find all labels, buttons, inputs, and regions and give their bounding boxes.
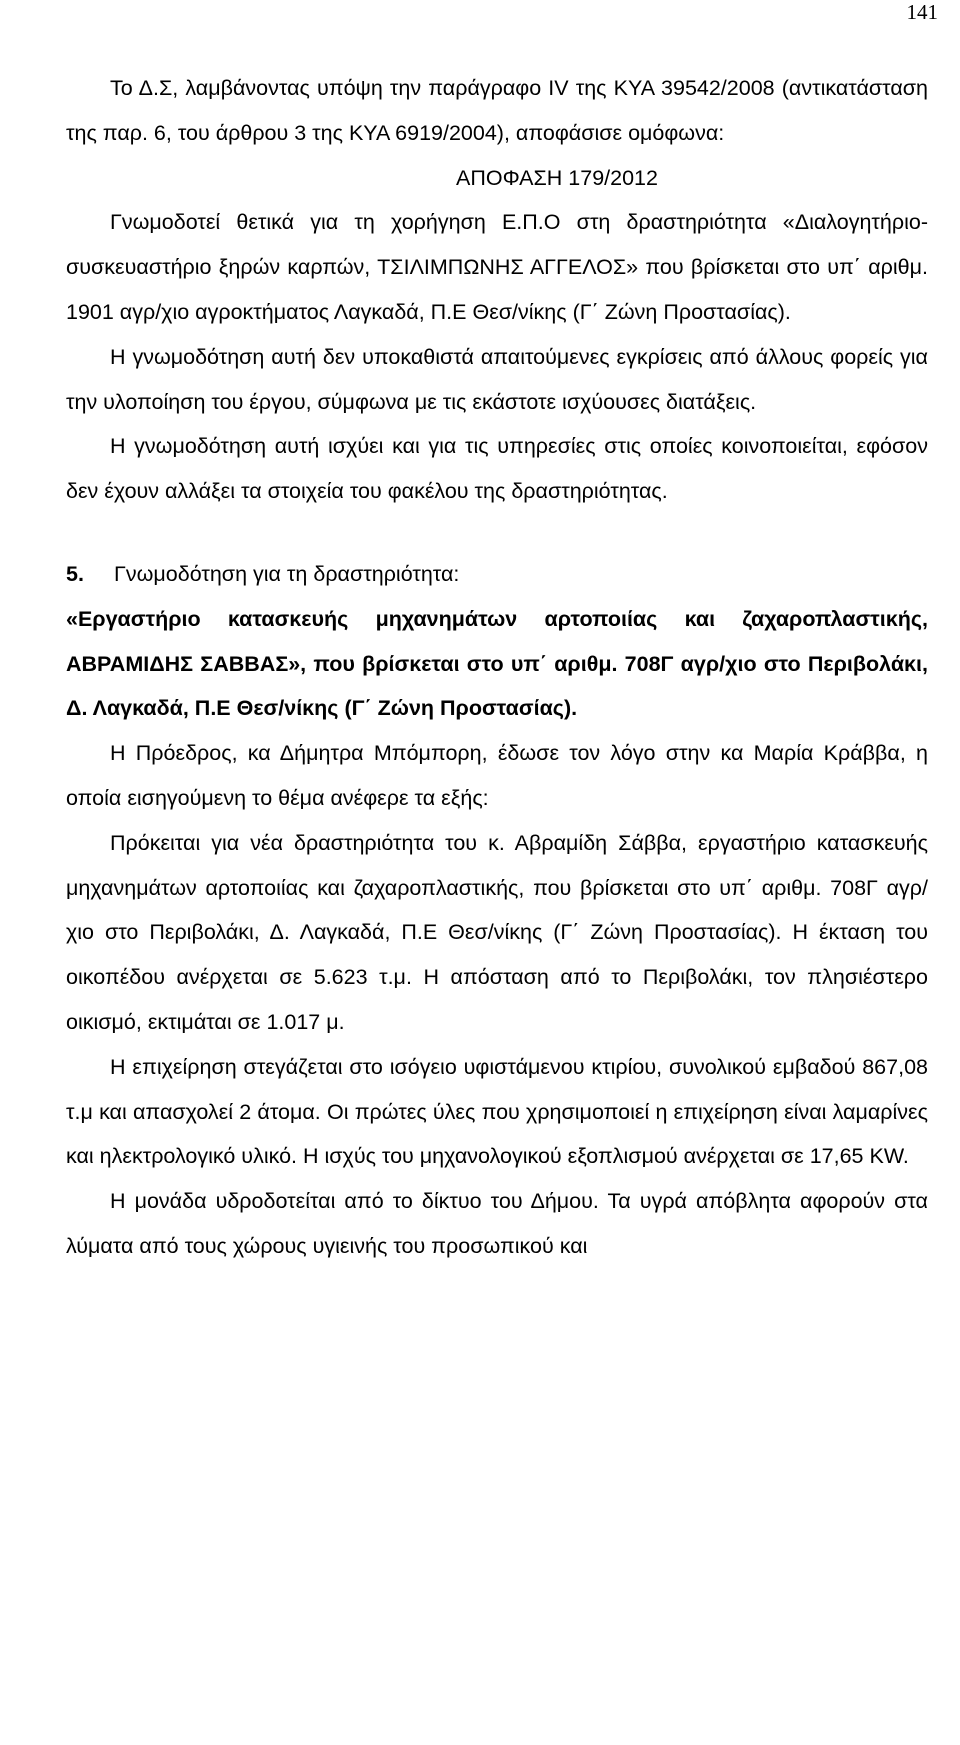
paragraph-water: Η μονάδα υδροδοτείται από το δίκτυο του Δήμου. Τα υγρά απόβλητα αφορούν στα λύματα από τους χώρους υγιεινής του προσωπικού και [66, 1189, 928, 1258]
section-subject: «Εργαστήριο κατασκευής μηχανημάτων αρτοποιίας και ζαχαροπλαστικής, ΑΒΡΑΜΙΔΗΣ ΣΑΒΒΑΣ», που βρίσκεται στο υπ΄ αριθμ. 708Γ αγρ/χιο στο Περιβολάκι, Δ. Λαγκαδά, Π.Ε Θεσ/νίκης (Γ΄ Ζώνη Προστασίας). [66, 606, 928, 721]
section-number: 5. [66, 561, 84, 586]
page-number: 141 [906, 0, 938, 24]
section-heading [66, 552, 928, 597]
paragraph-approvals: Η γνωμοδότηση αυτή δεν υποκαθιστά απαιτούμενες εγκρίσεις από άλλους φορείς για την υλοποίηση του έργου, σύμφωνα με τις εκάστοτε ισχύουσες διατάξεις. [66, 344, 928, 414]
paragraph-validity: Η γνωμοδότηση αυτή ισχύει και για τις υπηρεσίες στις οποίες κοινοποιείται, εφόσον δεν έχουν αλλάξει τα στοιχεία του φακέλου της δραστηριότητας. [66, 434, 928, 504]
paragraph-chair: Η Πρόεδρος, κα Δήμητρα Μπόμπορη, έδωσε τον λόγο στην κα Μαρία Κράββα, η οποία εισηγούμενη το θέμα ανέφερε τα εξής: [66, 741, 928, 810]
document-body [66, 66, 928, 1269]
decision-text: Γνωμοδοτεί θετικά για τη χορήγηση Ε.Π.Ο στη δραστηριότητα «Διαλογητήριο-συσκευαστήριο ξηρών καρπών, ΤΣΙΛΙΜΠΩΝΗΣ ΑΓΓΕΛΟΣ» που βρίσκεται στο υπ΄ αριθμ. 1901 αγρ/χιο αγροκτήματος Λαγκαδά, Π.Ε Θεσ/νίκης (Γ΄ Ζώνη Προστασίας). [66, 210, 928, 324]
decision-title: ΑΠΟΦΑΣΗ 179/2012 [456, 165, 658, 190]
paragraph-activity: Πρόκειται για νέα δραστηριότητα του κ. Αβραμίδη Σάββα, εργαστήριο κατασκευής μηχανημάτων αρτοποιίας και ζαχαροπλαστικής, που βρίσκεται στο υπ΄ αριθμ. 708Γ αγρ/χιο στο Περιβολάκι, Δ. Λαγκαδά, Π.Ε Θεσ/νίκης (Γ΄ Ζώνη Προστασίας). Η έκταση του οικοπέδου ανέρχεται σε 5.623 τ.μ. Η απόσταση από το Περιβολάκι, τον πλησιέστερο οικισμό, εκτιμάται σε 1.017 μ. [66, 830, 928, 1034]
section-heading-text: Γνωμοδότηση για τη δραστηριότητα: [114, 561, 460, 586]
intro-paragraph: Το Δ.Σ, λαμβάνοντας υπόψη την παράγραφο IV της ΚΥΑ 39542/2008 (αντικατάσταση της παρ. 6, του άρθρου 3 της ΚΥΑ 6919/2004), αποφάσισε ομόφωνα: [66, 76, 928, 145]
paragraph-building: Η επιχείρηση στεγάζεται στο ισόγειο υφιστάμενου κτιρίου, συνολικού εμβαδού 867,08 τ.μ και απασχολεί 2 άτομα. Οι πρώτες ύλες που χρησιμοποιεί η επιχείρηση είναι λαμαρίνες και ηλεκτρολογικό υλικό. Η ισχύς του μηχανολογικού εξοπλισμού ανέρχεται σε 17,65 KW. [66, 1054, 928, 1169]
